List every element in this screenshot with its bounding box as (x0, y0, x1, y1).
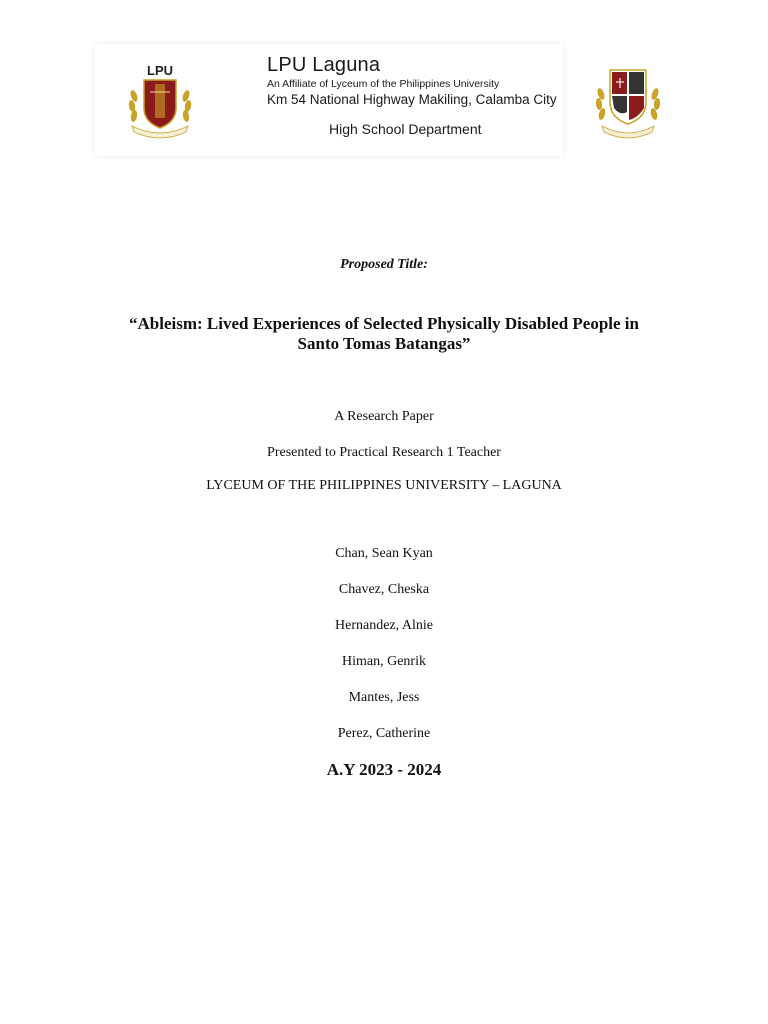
author-name: Mantes, Jess (348, 690, 420, 705)
department-name: High School Department (329, 121, 482, 137)
address-line: Km 54 National Highway Makiling, Calamba City (267, 92, 557, 107)
letterhead-text (267, 52, 567, 138)
academic-year: A.Y 2023 - 2024 (326, 760, 442, 779)
left-logo-label: LPU (147, 63, 173, 78)
paper-type: A Research Paper (334, 409, 434, 424)
research-title-line-1: “Ableism: Lived Experiences of Selected Physically Disabled People in (129, 314, 639, 333)
school-name: LPU Laguna (267, 54, 381, 76)
author-name: Chan, Sean Kyan (335, 546, 433, 561)
presented-to: Presented to Practical Research 1 Teacher (267, 445, 501, 460)
research-title-line-2: Santo Tomas Batangas” (297, 334, 471, 353)
author-name: Chavez, Cheska (338, 582, 430, 597)
research-title (0, 314, 768, 354)
affiliate-line: An Affiliate of Lyceum of the Philippines University (267, 78, 500, 90)
author-name: Himan, Genrik (342, 654, 426, 669)
lpu-laguna-high-school-crest-logo (592, 64, 664, 142)
institution-name: LYCEUM OF THE PHILIPPINES UNIVERSITY – LAGUNA (206, 478, 562, 493)
author-name: Perez, Catherine (337, 726, 431, 741)
author-name: Hernandez, Alnie (335, 618, 433, 633)
proposed-title-label: Proposed Title: (340, 257, 428, 272)
